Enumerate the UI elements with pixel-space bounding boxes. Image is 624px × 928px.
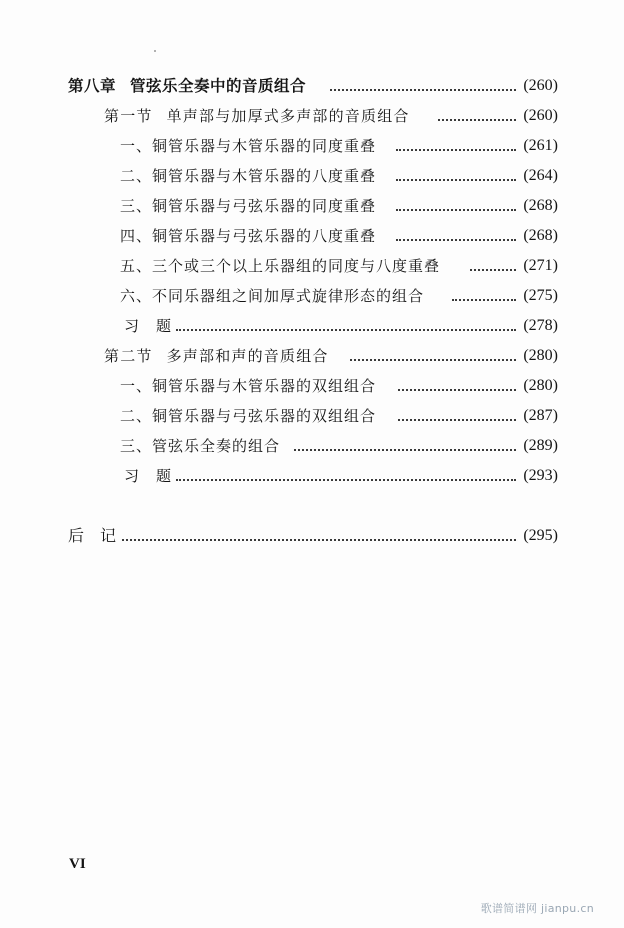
toc-item-label: 二、铜管乐器与弓弦乐器的双组组合 [120,404,378,428]
page-number: (260) [522,74,558,98]
toc-item-row [0,314,624,338]
page-number: (280) [522,344,558,368]
section-heading [104,104,412,128]
page-number: (289) [522,434,558,458]
toc-item-label: 六、不同乐器组之间加厚式旋律形态的组合 [120,284,426,308]
page-number: (287) [522,404,558,428]
chapter-title: 管弦乐全奏中的音质组合 [130,76,307,95]
toc-item-label: 五、三个或三个以上乐器组的同度与八度重叠 [120,254,442,278]
page-number: (261) [522,134,558,158]
dot-leader [452,299,516,301]
toc-section-row [0,344,624,368]
dot-leader [294,449,516,451]
page-folio: VI [69,856,86,872]
afterword-label: 后 记 [68,524,118,548]
dot-leader [396,179,516,181]
dot-leader [398,419,516,421]
page-number: (271) [522,254,558,278]
toc-chapter-row [0,74,624,98]
exercises-label: 习 题 [124,314,174,338]
toc-item-row [0,224,624,248]
toc-item-label: 二、铜管乐器与木管乐器的八度重叠 [120,164,378,188]
dot-leader [396,149,516,151]
dot-leader [470,269,516,271]
toc-item-row [0,284,624,308]
section-number: 第二节 [104,347,153,365]
toc-item-row [0,404,624,428]
dot-leader [330,89,516,91]
dot-leader [438,119,516,121]
toc-item-row [0,164,624,188]
toc-item-label: 三、管弦乐全奏的组合 [120,434,282,458]
page-number: (293) [522,464,558,488]
section-title: 单声部与加厚式多声部的音质组合 [166,107,410,125]
scan-speck [154,50,156,52]
page-number: (278) [522,314,558,338]
toc-item-row [0,194,624,218]
page-number: (280) [522,374,558,398]
chapter-heading [68,74,308,98]
toc-item-label: 三、铜管乐器与弓弦乐器的同度重叠 [120,194,378,218]
dot-leader [122,539,516,541]
page-number: (275) [522,284,558,308]
section-title: 多声部和声的音质组合 [166,347,329,365]
chapter-number: 第八章 [68,76,117,95]
page-number: (260) [522,104,558,128]
dot-leader [396,239,516,241]
toc-item-row [0,134,624,158]
page-number: (295) [522,524,558,548]
section-number: 第一节 [104,107,153,125]
toc-item-label: 四、铜管乐器与弓弦乐器的八度重叠 [120,224,378,248]
site-watermark: 歌谱简谱网 jianpu.cn [480,902,594,915]
dot-leader [176,329,516,331]
toc-item-row [0,434,624,458]
toc-item-row [0,464,624,488]
toc-item-row [0,254,624,278]
page-number: (264) [522,164,558,188]
page-number: (268) [522,194,558,218]
toc-section-row [0,104,624,128]
toc-item-label: 一、铜管乐器与木管乐器的同度重叠 [120,134,378,158]
toc-item-label: 一、铜管乐器与木管乐器的双组组合 [120,374,378,398]
toc-item-row [0,374,624,398]
dot-leader [350,359,516,361]
dot-leader [176,479,516,481]
dot-leader [396,209,516,211]
page-number: (268) [522,224,558,248]
section-heading [104,344,331,368]
exercises-label: 习 题 [124,464,174,488]
dot-leader [398,389,516,391]
toc-afterword-row [0,524,624,548]
